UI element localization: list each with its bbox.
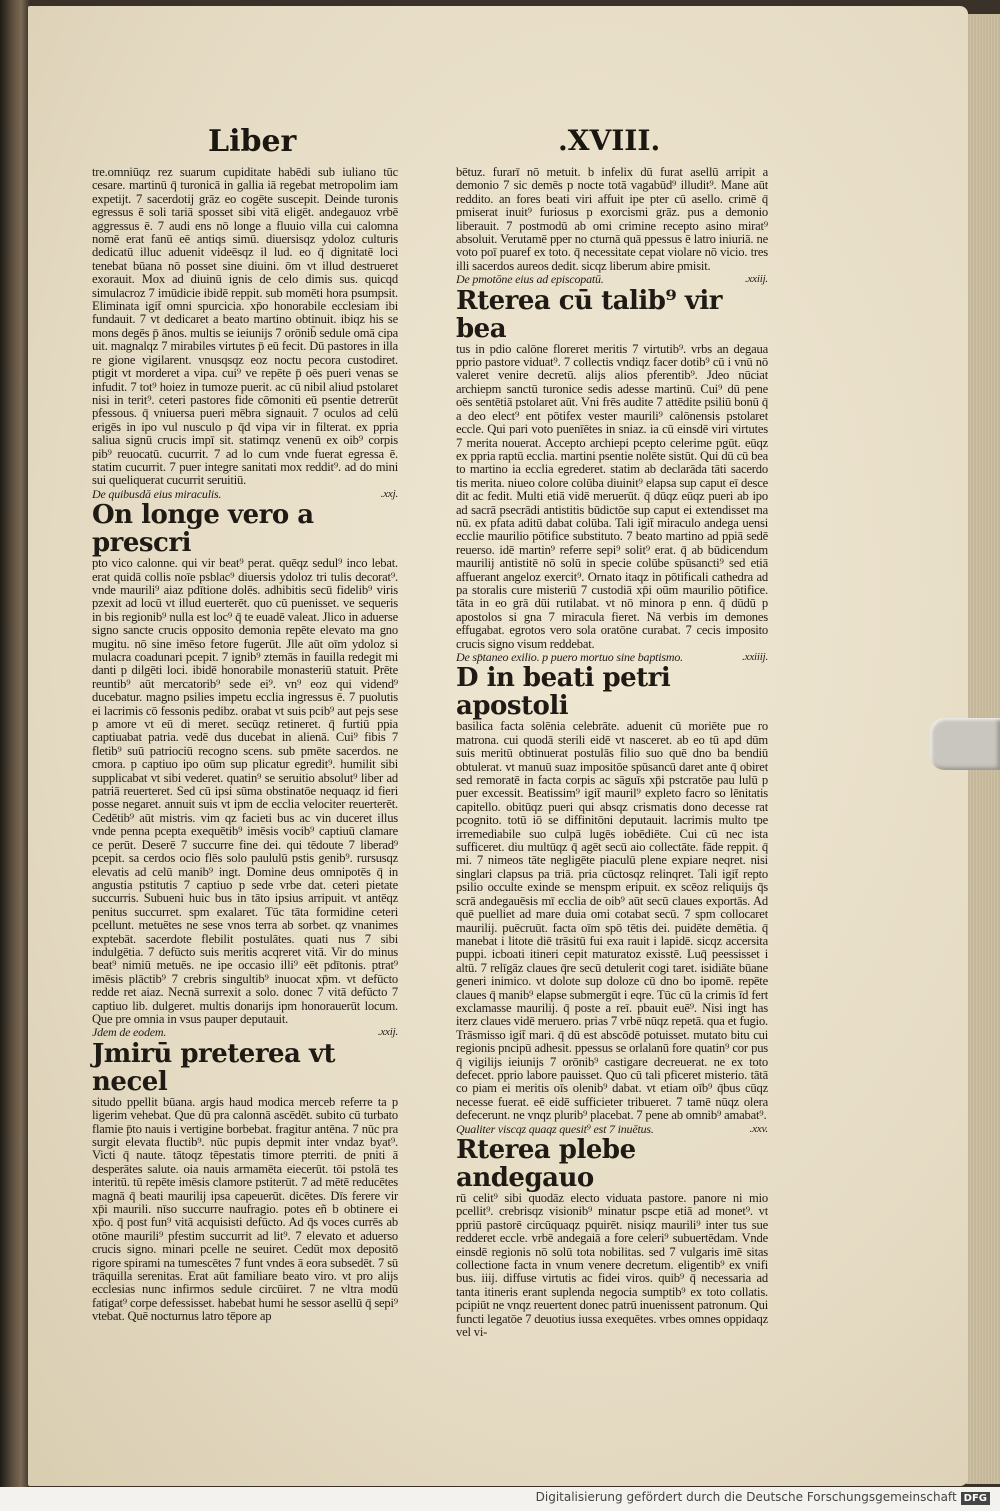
left-heading-2-text: Jdem de eodem.: [92, 1025, 167, 1040]
right-text-1: tus in pdio calōne floreret meritis 7 virtutib⁹. vrbs an degaua pprio pastore viduat⁹. 7 collectis vndiqz facer dotib⁹ cū i vnū nō valeret venire decretū. alijs alios pferentib⁹. Jdeo nūciat archiepm sanctū turonice sedis adesse martinū. Cui⁹ dū pene oēs sentētiā pstolaret aūt. Vni frēs audite 7 attēdite psiliū bonū q̄ a deo elect⁹ ent pōtifex vester maurili⁹ calōnensis pstolaret eccle. Qui pari voto puenīētes in sniaz. ia cū einsdē viri virtutes 7 merita nouerat. Accepto archiepi pcepto celerime pgūt. eūqz ex ppria raptū ecclia. martini psentie nolēte sistūt. Qui dū cū bea to martino ia ecclia egrederet. statim ab declarāda tāti sacerdo tis merita. niueo colore colūba diuinit⁹ elapsa sup caput eī desce dit ac fedit. Multi etiā vidē meruerūt. q̄ dūqz eūqz pueri ab ipo ad sacrā psecrādi antistitis būdictōe sup caput ei extendisset ma nū. ex pfata aditū dabat colūba. Tali igit̄ miraculo andega uensi ecclie maurilio pōtifice substituto. 7 beato martino ad ppiā sedē reuerso. idē martin⁹ referre sepi⁹ solit⁹ erat. q̄ ab būdicendum maurilij antistitē nō solū in specie colūbe spūsancti⁹ sed etiā affuerant angeloz exercit⁹. Ornato itaqz in pōtificali cathedra ad pa storalis cure misteriū 7 custodiā xp̄i oūm maurilio pōtifice. tāta in eo grā dūi rutilabat. vt nō minora p enn. q̄ dūdū p apostolos si gna 7 miracula fieret. Nā verbis im demones effugabat. egrotos vero sola oratōne curabat. 7 cecis imposito crucis signo visum reddebat.: [456, 341, 768, 651]
right-initial-line-1: Rterea cū talib⁹ vir bea: [456, 285, 722, 344]
right-initial-line-3: Rterea plebe andegauo: [456, 1135, 636, 1193]
left-intro-text: tre.omniūqz rez suarum cupiditate habēdi sub iuliano tūc cesare. martinū q̄ turonicā in gallia iā regebat metropolim iam expetijt. 7 sacerdotij grāz eo cogēte suscepit. Deinde turonis egressus ē soli tariā sposset sibi vitā eligēt. andegauoz vrbē aggressus ē. 7 audi ens nō longe a fluuio villa cui calomna nomē erat fanū eē antiqs simū. diuersisqz ydoloz culturis dedicatū illuc aduenit videēsqz il lud. eo q̄ dignitatē loci tenebat būana nō posset sine diuini. ōm vt illud destrueret exorauit. Mox ad diuinū ignis de celo dimis sus. quicqd simulacroz 7 imūdicie ibidē reppit. sub momēti hora psumpsit. Eliminata igit̄ omni spurcicia. xp̄o honorabile ecclesiam ibi fundauit. 7 vt dedicaret a beato martino obtinuit. ibiqz his se mons degēs p̄ ānos. multis se ieiunijs 7 orōnib̄ sedule omā cipa uit. magnalqz 7 mirabiles virtutes p̄ eū fecit. Dū pastores in illa re gione vigilarent. vnusqsqz eoz noctu pecora custodiret. ptigit vt morderet a vipa. cui⁹ ve repēte p̄ oēs pueri venas se infudit. 7 tot⁹ hoiez in tumoze puerit. ac cū nibil aliud pstolaret nisi in terit⁹. ceteri pastores fide cōmoniti eū psentie detrerūt pfessous. q̄ vniuersa pueri mēbra signauit. 7 oculos ad celū erigēs in ipo vul nusculo p q̄d vipa vir in filterat. ex ppria saliua signū crucis impī sit. statimqz venenū ex oib⁹ corpis pib⁹ reuocatū. cucurrit. 7 ad lo cum vnde fuerat egressa ē. statim cucurrit. 7 puer integre sanitati mox reddit⁹. ad do mini sui queliquerat cucurrit seruitiū.: [92, 165, 398, 488]
right-heading-1: [456, 273, 768, 286]
left-initial-line-1: On longe vero a prescri: [92, 500, 314, 559]
right-text-2: basilica facta solēnia celebrāte. aduenit cū moriēte pue ro matrona. cui quodā sterili eidē vt nasceret. ab eo tū apd dūm suis meritū obtinuerat postulās filio suo quē dno ba bendiū obtulerat. vt manuū suaz impositōe spūsancū daret ante q̄ obiret sed remoratē in facta corpis ac sāguīs xp̄i pstcratōe pau lulū p puer excessit. Beatissim⁹ igit̄ mauril⁹ expleto facro so lēnitatis capitello. obitūqz pueri qui absqz crismatis dono decesse rat pcognito. totū iō se diffinitōni deputauit. lacrimis multo tpe irremediabile suo culpā lugēs iobēdiēte. Cui cū nec ista sufficeret. diu multūqz q̄ agēt secū aio collectāte. fāde reppit. q̄ mi. 7 nimeos tāte negligēte piaculū plene expiare neqret. nisi singlari clapsus pa triā. pria cūctosqz relinqret. Tali igit̄ repto psilio occulte exinde se menspm eripuit. ex scēoz reliquijs q̄s scrā andegauēsis mī ecclia de oib⁹ aūt secū claues exportās. Ad quē puelliet ad mare duia omi cotabat secū. 7 spm collocaret maurilij. puēcruūt. facta oīm spō tētis dei. puidēte demētia. q̄ manebat i litote diē trāsitū fui exa rauit i lapidē. sicqz accersita puppi. icboati itineri cepit maturatoz exisstē. Luq̄ peessisset i altū. 7 relīgāz claues q̄re secū detulerit cogi taret. isidiāte būane generi inimico. vt dolote sup doloze cū dno bo ipomē. repēte claues q̄ manib⁹ elapse submergūt i eqre. Tūc cū la crimis īd fert exclamasse maurilij. q̄ poste a reī. pbauit euē⁹. Nisi ingt has iterz claues vidē meruero. prias 7 vrbē nūqz repetā. qua et fugio. Trāsmisso igit̄ mari. q̄ dū est abscōdē potuisset. mutato bitu cui regionis pncipū adhesit. ppessus se orlalanū fore quatin⁹ cor pus q̄ vigilijs ieiunijs 7 orōnib⁹ castigare decreuerat. ne ex toto defecet. pprio labore pauisset. Quo cū tali pficeret misterio. tātā co piam ei meritis oīs olenib⁹ dabat. vt etiam oīb⁹ q̄bus cūqz necesse fuerat. eē eidē sufficieter tribueret. 7 tamē nūqz olera defecerunt. ne vnqz plurib⁹ placebat. 7 pene ab omnib⁹ amabat⁹.: [456, 719, 768, 1123]
left-initial-line-2: Jmirū preterea vt necel: [92, 1038, 336, 1097]
left-text-1: pto vico calonne. qui vir beat⁹ perat. quēqz sedul⁹ inco lebat. erat quidā collis noīe psblac⁹ diuersis ydoloz tri tulis decorat⁹. vnde maurili⁹ aiaz pdītione dolēs. adhibitis secū fidelib⁹ viris pzexit ad locū vt illud euerterēt. quo cū puenisset. ve sequeris in bis regionib⁹ nulla est loc⁹ q̄ te euadē valeat. Jlico in aduerse signo sancte crucis opposito demonia repēte elevato ma gno mugitu. nō sine imēso fetore fugerūt. Jlle aūt oīm ydoloz si mulacra coadunari pcepit. 7 ignib⁹ ztemās in fauilla redegit mi danti p dilgēti loci. ibidē honorabile monasteriū statuit. Prēte reuntib⁹ aūt mercatorib⁹ sede ei⁹. vn⁹ eoz qui vidend⁹ ducebatur. magno psilies impetu ecclia ingressus ē. 7 puolutis ei lacrimis cō fessonis pedibz. orabat vt suis pcib⁹ aut pejs sese p amore vt eū di meret. secūqz retineret. q̄ furtiū ppia captiuabat patria. vedē dus ducebat in alienā. Cui⁹ fibis 7 fletib⁹ suū patriociū recogno scens. sub pmēte sacerdos. ne cmora. p captiuo ipo oūm sup plicatur egredit⁹. humilit sibi supplicabat vt sibi vederet. quatin⁹ se seruitio absolut⁹ liber ad patriā reuerteret. Sed cū ipsi sūma obstinatōe nequaqz id fieri posse negaret. annuit suis vt ipm de ecclia velociter reuerterēt. Cedētib⁹ aūt mistris. vim qz facieti bus ac vin duceret illus vnde penna pcepta exequētib⁹ imēsis vocib⁹ captiuū clamare ce perūt. Deserē 7 succurre fine dei. qui tēdoute 7 liberad⁹ pcepit. sa cerdos ocio flēs solo paululū pstis genib⁹. rursusqz elevatis ad celū manib⁹ ingt. Domine deus omnipotēs q̄ in angustia pstitutis 7 captiuo p sede vrbe dat. ceteri pietate succurris. Subueni huic bus in tāto ipsius arripuit. vt antēqz penitus succurret. spm exalaret. Tūc tāta formidine ceteri pcellunt. metuētes ne sese vnos terra ab sorbet. qz vnanimes exptebāt. sacerdote flebilit postulātes. quati nus 7 sibi indulgētia. 7 defūcto suis meritis acqreret vitā. Vir do minus beat⁹ nimiū metuēs. ne ipe occasio illi⁹ eēt pdītonis. ptrat⁹ imēsis plāctib⁹ 7 crebris singultib⁹ inuocat xp̄m. vt defūcto redde ret aiaz. Necnā surrexit a solo. donec 7 vitā defūcto 7 captiuo lib. dulgeret. multis donarijs ipm honorauerūt locum. Que pre omnia in vsus pauper deputauit.: [92, 556, 398, 1026]
right-text-3: rū celit⁹ sibi quodāz electo viduata pastore. panore ni mio pcellit⁹. crebrisqz visionib⁹ minatur pscpe etiā ad monet⁹. vt ppriū pastorē circūquaqz pquirēt. nisiqz maurili⁹ inter tus sue redderet eccle. vrbē andegaiā a fore celeri⁹ subuertēdam. Vnde einsdē regionis nō solū tota nobilitas. sed 7 vulgaris imē sitas collectione facta in vnum venere decretum. eligentib⁹ ex vnifi bus. iiij. diffuse virtutis ac fidei viros. quib⁹ q̄ necessaria ad tanta itineris erant suplenda negocia sumptib⁹ ex toto collatis. pcipiūt ne vnqz reuertent donec patrū inuenissent patronum. Qui functi legatōe 7 deuotius iussa exequētes. vrbes omnes oppidaqz vel vi-: [456, 1191, 768, 1340]
left-heading-2: [92, 1026, 398, 1039]
right-chapter-num-1: .xxiij.: [744, 273, 768, 286]
footer-credit: [536, 1490, 990, 1505]
right-heading-1-text: De pmotōne eius ad episcopatū.: [456, 272, 604, 287]
right-chapter-num-3: .xxv.: [749, 1122, 768, 1135]
left-text-2: situdo ppellit būana. argis haud modica merceb referre ta p ligerim vehebat. Que dū pra calonnā ascēdēt. subito cū turbato flamie p̄to nauis i vertigine borbebat. fragitur antēna. 7 nūc pra surgit elevata fluctib⁹. nūc pupis depmit inter vndaz byat⁹. Victi q̄ naute. tātoqz tēpestatis timore pterriti. de pniti ā desperātes salute. oia nauis armamēta eiecerūt. tōi pstolā tes interitū. tū repēte imēsis clamore pstiterūt. 7 ad mētē reducētes magnā q̄ beati maurilij ipsa capeuerūt. dicētes. Dīs ferere vir xp̄i maurili. nīso succurre naufragio. potes eñ b obtinere ei xp̄o. q̄ post fun⁹ vitā acquisisti defūcto. Ad q̄s voces currēs ab otōne maurili⁹ pfestim succurrit ad lit⁹. 7 elevato et aduerso crucis signo. minari pcelle ne seuiret. Cedūt mox depositō rigore spirami na tumescētes 7 funt vndes ā eora subsedēt. 7 sū trāquilla serenitas. Erat aūt familiare beato viro. vt pro alijs ecclesias nunc infirmos sedule circūiret. 7 ne vltra modū fatigat⁹ corpe defessisset. habebat humi he sessor asellū q̄ sepi⁹ vtebat. Quē nocturnus latro tēpore ap: [92, 1094, 398, 1324]
left-column: [92, 166, 398, 1324]
running-header-right: .XVIII.: [558, 124, 661, 157]
right-initial-line-2: D in beati petri apostoli: [456, 663, 671, 722]
right-heading-3: [456, 1123, 768, 1136]
running-header-left: Liber: [208, 124, 297, 159]
manuscript-page: [28, 6, 968, 1486]
right-heading-2: [456, 651, 768, 664]
right-chapter-num-2: .xxiiij.: [742, 651, 768, 663]
right-heading-2-text: De sp̄taneo exilio. p puero mortuo sine baptismo.: [456, 650, 683, 664]
left-chapter-num-2: .xxij.: [377, 1026, 398, 1039]
right-intro-text: bētuz. furarī nō metuit. b infelix dū furat asellū arripit a demonio 7 sic demēs p nocte totā vagabūd⁹ illudit⁹. Mane aūt reddito. an fores beati viri affuit ipe pter cū asello. crimē q̄ pmiserat inuit⁹ furiosus p exorcismi grāz. pus a demonio liberauit. 7 postmodū ab omi crimine recepto asino mirat⁹ absoluit. Verutamē pper no cturnā quā ppessus ē latro iniuriā. ne voto poī puaref ex toto. q̄ necessitate cepat violare nō vicio. tres illi sacerdos aureos dedit. sicqz liberum abire pmisit.: [456, 165, 768, 273]
right-heading-3-text: Qualiter viscqz quaqz quesit⁹ est 7 inuētus.: [456, 1121, 654, 1136]
left-heading-1-text: De quibusdā eius miraculis.: [92, 486, 222, 501]
right-column: [456, 166, 768, 1339]
dfg-logo: DFG: [961, 1492, 990, 1505]
page-scroll-handle[interactable]: [930, 718, 1000, 770]
left-chapter-num-1: .xxj.: [380, 487, 398, 500]
book-spine-left: [0, 0, 30, 1500]
left-heading-1: [92, 488, 398, 501]
footer-credit-text: Digitalisierung gefördert durch die Deutsche Forschungsgemeinschaft: [535, 1490, 957, 1504]
